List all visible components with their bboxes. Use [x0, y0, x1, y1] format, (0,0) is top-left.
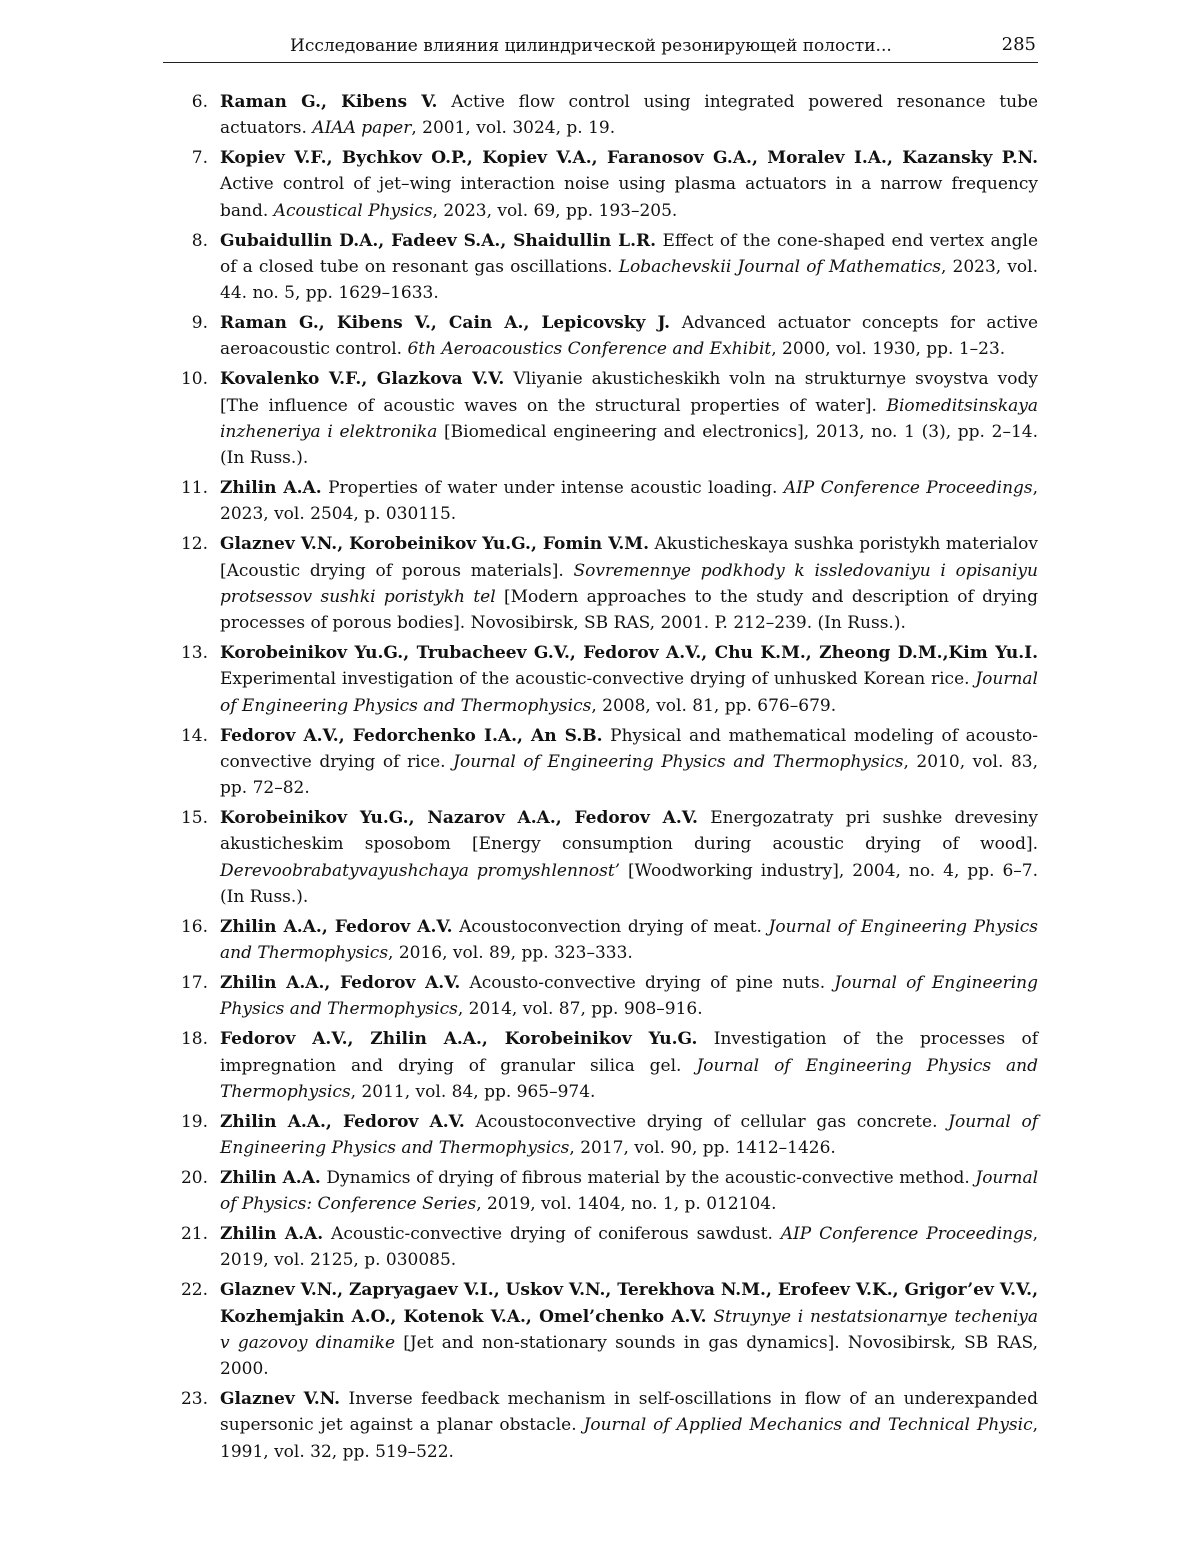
reference-title: Akusticheskaya sushka poristykh materialov [Acoustic drying of porous materials]. [220, 534, 1038, 581]
reference-venue: Struynye i nestatsionarnye techeniya v gazovoy dinamike [220, 1306, 1038, 1353]
reference-title: Advanced actuator concepts for active aeroacoustic control. [220, 313, 1039, 360]
reference-item [163, 1277, 1038, 1382]
reference-number: 12. [180, 534, 208, 555]
reference-title: Physical and mathematical modeling of acousto-convective drying of rice. [220, 725, 1039, 772]
reference-authors: Glaznev V.N., Korobeinikov Yu.G., Fomin V.M. [220, 534, 650, 555]
reference-venue: Journal of Engineering Physics and Thermophysics [220, 1111, 1039, 1158]
reference-venue: Journal of Applied Mechanics and Technical Physic [583, 1415, 1033, 1436]
running-title: Исследование влияния цилиндрической резонирующей полости... [290, 36, 892, 56]
reference-details: , 2010, vol. 83, pp. 72–82. [220, 751, 1038, 799]
reference-venue: Sovremennye podkhody k issledovaniyu i opisaniyu protsessov sushki poristykh tel [220, 560, 1038, 607]
reference-details: [Modern approaches to the study and description of drying processes of porous bodies]. Novosibirsk, SB RAS, 2001. P. 212–239. (In Russ.). [220, 586, 1038, 634]
reference-venue: AIP Conference Proceedings [780, 1224, 1033, 1245]
reference-details: , 2023, vol. 44. no. 5, pp. 1629–1633. [220, 256, 1039, 304]
reference-number: 21. [180, 1224, 208, 1245]
reference-details: , 2016, vol. 89, pp. 323–333. [388, 943, 633, 964]
reference-details: , 2001, vol. 3024, p. 19. [411, 118, 616, 139]
reference-title: Active control of jet–wing interaction noise using plasma actuators in a narrow frequency band. [220, 174, 1038, 221]
reference-venue: Journal of Engineering Physics and Thermophysics [220, 916, 1039, 964]
reference-number: 8. [191, 230, 208, 251]
reference-authors: Zhilin A.A. [220, 478, 322, 499]
reference-authors: Glaznev V.N., Zapryagaev V.I., Uskov V.N., Terekhova N.M., Erofeev V.K., Grigor’ev V.V., Kozhemjakin A.O., Kotenok V.A., Omel’chenko A.V. [220, 1280, 1038, 1327]
reference-details: [Woodworking industry], 2004, no. 4, pp. 6–7. (In Russ.). [220, 860, 1039, 907]
reference-title: Acoustic-convective drying of coniferous sawdust. [331, 1224, 773, 1245]
reference-details: [Jet and non-stationary sounds in gas dynamics]. Novosibirsk, SB RAS, 2000. [220, 1332, 1038, 1380]
reference-list [163, 89, 1038, 1469]
page-header [163, 34, 1038, 63]
reference-authors: Zhilin A.A., Fedorov A.V. [220, 1111, 465, 1132]
reference-details: , 2017, vol. 90, pp. 1412–1426. [569, 1138, 836, 1158]
reference-title: Experimental investigation of the acoustic-convective drying of unhusked Korean rice. [220, 669, 970, 690]
reference-item [163, 310, 1038, 363]
reference-venue: Biomeditsinskaya inzheneriya i elektronika [220, 395, 1038, 442]
reference-authors: Raman G., Kibens V. [220, 92, 438, 112]
reference-details: , 2000, vol. 1930, pp. 1–23. [771, 339, 1006, 360]
reference-venue: 6th Aeroacoustics Conference and Exhibit [407, 339, 772, 360]
reference-details: , 2011, vol. 84, pp. 965–974. [350, 1081, 596, 1102]
reference-venue: Journal of Engineering Physics and Thermophysics [453, 751, 904, 772]
reference-number: 14. [180, 725, 208, 746]
reference-item [163, 475, 1038, 528]
reference-title: Energozatraty pri sushke drevesiny akusticheskim sposobom [Energy consumption during acoustic drying of wood]. [220, 808, 1039, 855]
reference-number: 10. [180, 369, 208, 390]
page-number: 285 [1001, 34, 1036, 55]
reference-item [163, 1109, 1038, 1162]
reference-title: Vliyanie akusticheskikh voln na strukturnye svoystva vody [The influence of acoustic waves on the structural properties of water]. [220, 369, 1038, 416]
reference-number: 11. [180, 478, 208, 499]
reference-item [163, 1165, 1038, 1218]
reference-item [163, 89, 1038, 142]
reference-authors: Kovalenko V.F., Glazkova V.V. [220, 369, 505, 390]
reference-number: 20. [180, 1167, 208, 1188]
reference-venue: Journal of Engineering Physics and Thermophysics [220, 669, 1038, 716]
reference-item [163, 1026, 1038, 1105]
reference-authors: Fedorov A.V., Fedorchenko I.A., An S.B. [220, 725, 603, 746]
reference-item [163, 145, 1038, 224]
reference-details: , 1991, vol. 32, pp. 519–522. [220, 1415, 1039, 1462]
reference-item [163, 805, 1038, 910]
reference-title: Acousto-convective drying of pine nuts. [469, 973, 826, 994]
reference-details: , 2008, vol. 81, pp. 676–679. [591, 695, 837, 716]
reference-authors: Fedorov A.V., Zhilin A.A., Korobeinikov Yu.G. [220, 1029, 698, 1050]
reference-title: Dynamics of drying of fibrous material by the acoustic-convective method. [326, 1167, 970, 1188]
reference-number: 13. [180, 643, 208, 664]
reference-authors: Korobeinikov Yu.G., Trubacheev G.V., Fedorov A.V., Chu K.M., Zheong D.M.,Kim Yu.I. [220, 643, 1038, 664]
reference-venue: AIAA paper [312, 118, 412, 139]
reference-number: 22. [180, 1280, 208, 1301]
reference-item [163, 1386, 1038, 1465]
reference-item [163, 970, 1038, 1023]
reference-authors: Zhilin A.A., Fedorov A.V. [220, 973, 461, 994]
reference-item [163, 914, 1038, 967]
reference-title: Effect of the cone-shaped end vertex angle of a closed tube on resonant gas oscillations. [220, 230, 1038, 277]
reference-item [163, 723, 1038, 802]
reference-authors: Zhilin A.A. [220, 1224, 324, 1245]
reference-number: 19. [180, 1111, 208, 1132]
reference-authors: Zhilin A.A., Fedorov A.V. [220, 916, 453, 937]
reference-number: 23. [180, 1389, 208, 1410]
reference-details: , 2019, vol. 1404, no. 1, p. 012104. [476, 1194, 777, 1215]
reference-item [163, 228, 1038, 307]
reference-item [163, 1221, 1038, 1274]
reference-number: 7. [191, 148, 208, 169]
reference-venue: AIP Conference Proceedings [783, 478, 1033, 499]
reference-number: 15. [180, 808, 208, 829]
reference-title: Properties of water under intense acoustic loading. [328, 478, 778, 499]
reference-details: [Biomedical engineering and electronics], 2013, no. 1 (3), pp. 2–14. (In Russ.). [220, 421, 1038, 469]
reference-number: 16. [180, 916, 208, 937]
reference-authors: Kopiev V.F., Bychkov O.P., Kopiev V.A., Faranosov G.A., Moralev I.A., Kazansky P.N. [220, 148, 1038, 169]
reference-title: Inverse feedback mechanism in self-oscillations in flow of an underexpanded supersonic jet against a planar obstacle. [220, 1389, 1039, 1436]
reference-details: , 2023, vol. 2504, p. 030115. [220, 478, 1039, 525]
reference-title: Acoustoconvection drying of meat. [459, 916, 762, 937]
reference-details: , 2023, vol. 69, pp. 193–205. [432, 200, 678, 221]
reference-title: Acoustoconvective drying of cellular gas concrete. [475, 1111, 938, 1132]
reference-authors: Korobeinikov Yu.G., Nazarov A.A., Fedorov A.V. [220, 808, 698, 829]
reference-venue: Lobachevskii Journal of Mathematics [618, 256, 941, 277]
reference-authors: Glaznev V.N. [220, 1389, 341, 1410]
reference-venue: Journal of Engineering Physics and Thermophysics [220, 973, 1038, 1020]
reference-venue: Acoustical Physics [273, 200, 433, 221]
reference-authors: Raman G., Kibens V., Cain A., Lepicovsky J. [220, 313, 671, 334]
reference-authors: Zhilin A.A. [220, 1167, 321, 1188]
reference-venue: Derevoobrabatyvayushchaya promyshlennost’ [220, 860, 621, 881]
reference-number: 6. [191, 92, 208, 112]
reference-number: 17. [180, 973, 208, 994]
reference-item [163, 640, 1038, 719]
reference-number: 9. [191, 313, 208, 334]
reference-details: , 2019, vol. 2125, p. 030085. [220, 1224, 1038, 1271]
reference-title: Investigation of the processes of impregnation and drying of granular silica gel. [220, 1029, 1039, 1076]
reference-authors: Gubaidullin D.A., Fadeev S.A., Shaidullin L.R. [220, 230, 657, 251]
reference-venue: Journal of Engineering Physics and Thermophysics [220, 1055, 1039, 1102]
reference-title: Active flow control using integrated powered resonance tube actuators. [220, 92, 1039, 139]
reference-venue: Journal of Physics: Conference Series [220, 1167, 1039, 1215]
reference-item [163, 366, 1038, 471]
reference-item [163, 531, 1038, 636]
reference-details: , 2014, vol. 87, pp. 908–916. [457, 999, 703, 1020]
reference-number: 18. [180, 1029, 208, 1050]
